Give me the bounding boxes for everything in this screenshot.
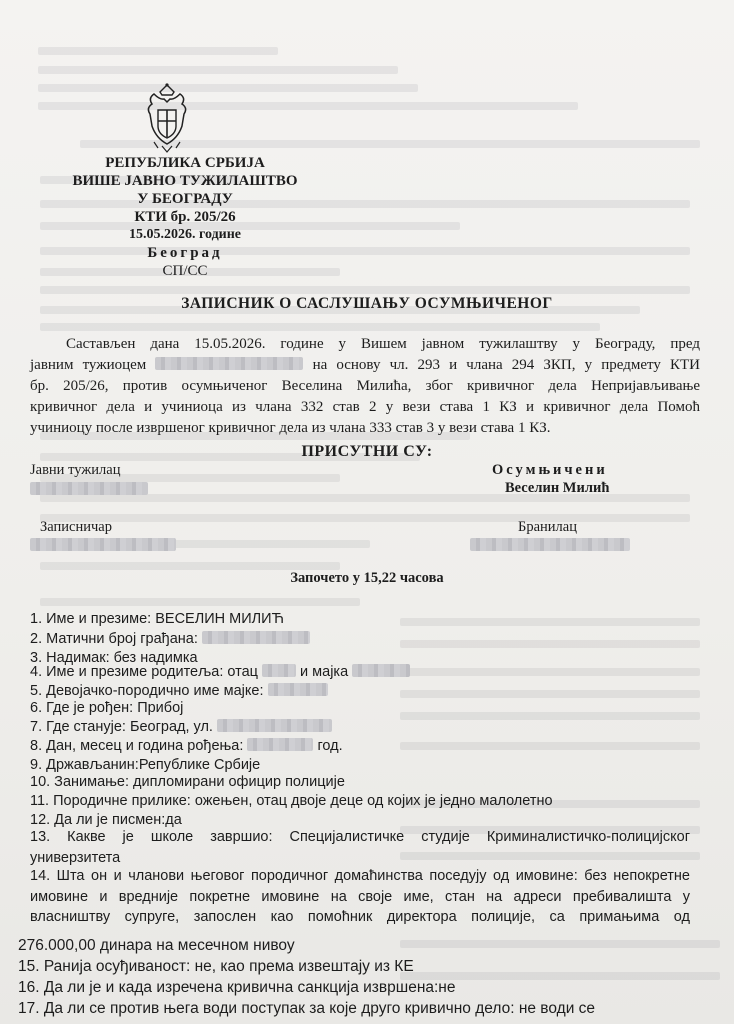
intro-line-3: бр. 205/26, против осумњиченог Веселина Милића, због кривичног дела Непријављивање — [30, 378, 700, 394]
item-birth-date-label: 8. Дан, месец и година рођења: — [30, 738, 244, 754]
header-case-number: КТИ бр. 205/26 — [134, 209, 236, 225]
item-parents-mother-label: и мајка — [300, 664, 349, 680]
document-title: ЗАПИСНИК О САСЛУШАЊУ ОСУМЊИЧЕНОГ — [181, 295, 553, 312]
serbian-coat-of-arms-icon — [142, 82, 192, 154]
item-property-line-1: 14. Шта он и чланови његовог породичног домаћинства поседују од имовине: без непокретне — [30, 868, 690, 884]
redacted-address — [217, 719, 332, 732]
header-date: 15.05.2026. године — [128, 227, 242, 242]
item-prior-convictions: 15. Ранија осуђиваност: не, као према извештају из КЕ — [18, 958, 414, 975]
header-city-line: У БЕОГРАДУ — [137, 191, 233, 207]
item-literacy: 12. Да ли је писмен:да — [30, 812, 182, 828]
item-family: 11. Породичне прилике: ожењен, отац двоје деце од којих је једно малолетно — [30, 793, 553, 809]
redacted-mother — [352, 664, 410, 677]
header-country: РЕПУБЛИКА СРБИЈА — [105, 155, 265, 171]
item-birthplace: 6. Где је рођен: Прибој — [30, 700, 184, 716]
item-birth-date — [30, 737, 343, 755]
item-other-proceedings: 17. Да ли се против њега води поступак за које друго кривично дело: не води се — [18, 1000, 596, 1017]
intro-legal-basis: на основу чл. 293 и члана 294 ЗКП, у предмету КТИ — [312, 357, 700, 373]
redacted-birth-date — [247, 738, 313, 751]
item-property — [30, 866, 690, 928]
intro-line-1: Састављен дана 15.05.2026. године у Вишем јавном тужилаштву у Београду, пред — [66, 336, 700, 352]
header-reference-mark: СП/СС — [162, 263, 208, 279]
redacted-father — [262, 664, 296, 677]
item-birth-date-suffix: год. — [317, 738, 343, 754]
item-id-number-label: 2. Матични број грађана: — [30, 631, 198, 647]
item-property-line-3: власништву супруге, запослен као помоћник директора полиције, са примањима од — [30, 909, 690, 925]
item-full-name: 1. Име и презиме: ВЕСЕЛИН МИЛИЋ — [30, 611, 284, 627]
item-residence-label: 7. Где станује: Београд, ул. — [30, 719, 213, 735]
header-institution: ВИШЕ ЈАВНО ТУЖИЛАШТВО — [72, 173, 298, 189]
item-citizenship: 9. Држављанин:Републике Србије — [30, 757, 261, 773]
item-id-number — [30, 630, 310, 648]
redacted-clerk — [30, 538, 176, 551]
item-mother-maiden-name — [30, 682, 328, 700]
redacted-id-number — [202, 631, 310, 644]
intro-line-2 — [30, 355, 700, 376]
redacted-mother-maiden — [268, 683, 328, 696]
item-property-line-2: имовине и вредније покретне имовине на своје име, стан на адреси пребивалишта у — [30, 888, 690, 905]
clerk-label: Записничар — [40, 519, 112, 535]
redacted-prosecutor-name — [155, 357, 303, 370]
item-parents-label: 4. Име и презиме родитеља: отац — [30, 664, 258, 680]
redacted-prosecutor — [30, 482, 148, 495]
start-time: Започето у 15,22 часова — [290, 570, 444, 586]
item-education-line-2: универзитета — [30, 849, 121, 866]
item-occupation: 10. Занимање: дипломирани официр полиције — [30, 774, 345, 790]
item-nickname: 3. Надимак: без надимка — [30, 650, 198, 666]
item-education-line-1: 13. Какве је школе завршио: Специјалистичке студије Криминалистичко-полицијског — [30, 829, 690, 845]
present-heading: ПРИСУТНИ СУ: — [301, 443, 433, 460]
item-education — [30, 827, 690, 868]
lawyer-label: Бранилац — [518, 519, 577, 535]
intro-paragraph — [30, 334, 700, 439]
suspect-name: Веселин Милић — [505, 480, 610, 496]
intro-prosecutor-prefix: јавним тужиоцем — [30, 357, 147, 373]
item-parents — [30, 663, 410, 681]
intro-line-4: кривичног дела и учиниоца из члана 332 став 2 у вези става 1 КЗ и кривичног дела Помоћ — [30, 399, 700, 415]
header-place: Београд — [147, 245, 223, 261]
item-mother-maiden-label: 5. Девојачко-породично име мајке: — [30, 683, 264, 699]
prosecutor-label: Јавни тужилац — [30, 462, 121, 478]
item-residence — [30, 718, 332, 736]
suspect-label: Осумњичени — [492, 462, 608, 478]
item-property-income: 276.000,00 динара на месечном нивоу — [18, 937, 295, 954]
item-sanction: 16. Да ли је и када изречена кривична санкција извршена:не — [18, 979, 456, 996]
intro-line-5: учиниоцу после извршеног кривичног дела из члана 333 став 3 у вези става 1 КЗ. — [30, 420, 551, 436]
redacted-lawyer — [470, 538, 630, 551]
